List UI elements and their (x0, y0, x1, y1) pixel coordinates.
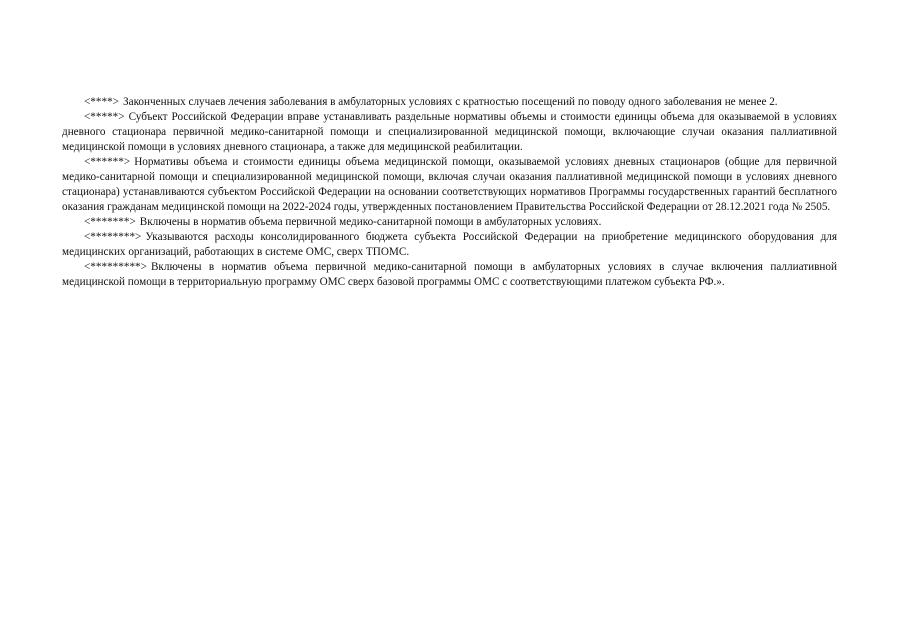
footnote-text: Законченных случаев лечения заболевания в амбулаторных условиях с кратностью посещений по поводу одного заболевания не менее 2. (123, 96, 778, 108)
footnote-marker: <*****> (84, 111, 125, 123)
footnote-marker: <********> (84, 231, 142, 243)
footnote-8 (62, 230, 837, 260)
footnote-6 (62, 155, 837, 215)
footnote-marker: <****> (84, 96, 119, 108)
footnote-9 (62, 260, 837, 290)
footnote-marker: <*******> (84, 216, 136, 228)
footnote-text: Включены в норматив объема первичной медико-санитарной помощи в амбулаторных условиях в случае включения паллиативной медицинской помощи в территориальную программу ОМС сверх базовой программы ОМС с соответствующими платежом субъекта РФ.». (62, 261, 837, 288)
footnote-text: Включены в норматив объема первичной медико-санитарной помощи в амбулаторных условиях. (139, 216, 602, 228)
footnote-marker: <******> (84, 156, 131, 168)
footnote-text: Субъект Российской Федерации вправе устанавливать раздельные нормативы объемы и стоимости единицы объема для оказываемой в условиях дневного стационара первичной медико-санитарной помощи и специализированной медицинской помощи, включающие случаи оказания паллиативной медицинской помощи в условиях дневного стационара, а также для медицинской реабилитации. (62, 111, 837, 153)
footnote-4 (62, 95, 837, 110)
footnotes-block (62, 95, 837, 290)
footnote-7 (62, 215, 837, 230)
footnote-5 (62, 110, 837, 155)
footnote-text: Нормативы объема и стоимости единицы объема медицинской помощи, оказываемой условиях дневных стационаров (общие для первичной медико-санитарной помощи и специализированной медицинской помощи, включая случаи оказания паллиативной медицинской помощи в условиях дневного стационара) устанавливаются субъектом Российской Федерации на основании соответствующих нормативов Программы государственных гарантий бесплатного оказания гражданам медицинской помощи на 2022-2024 годы, утвержденных постановлением Правительства Российской Федерации от 28.12.2021 года № 2505. (62, 156, 837, 213)
footnote-marker: <*********> (84, 261, 147, 273)
footnote-text: Указываются расходы консолидированного бюджета субъекта Российской Федерации на приобретение медицинского оборудования для медицинских организаций, работающих в системе ОМС, сверх ТПОМС. (62, 231, 837, 258)
